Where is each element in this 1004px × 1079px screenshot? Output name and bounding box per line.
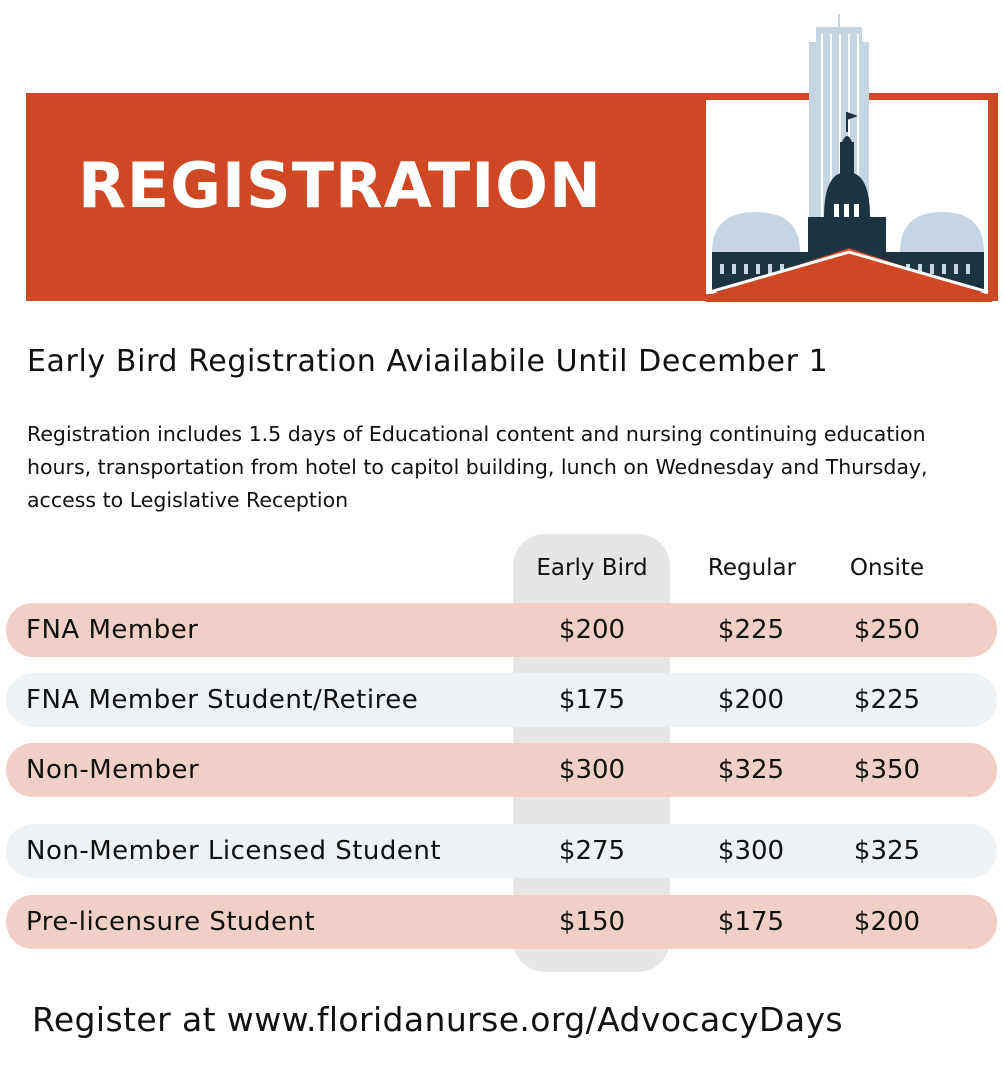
row-label: FNA Member (26, 615, 199, 645)
price-row-fna-member-student-retiree (6, 673, 997, 727)
row-label: Non-Member Licensed Student (26, 836, 442, 866)
column-header-onsite: Onsite (849, 555, 925, 581)
price-row-non-member (6, 743, 997, 797)
row-label: Non-Member (26, 755, 200, 785)
price-onsite: $350 (853, 755, 921, 785)
price-row-fna-member (6, 603, 997, 657)
price-early-bird: $275 (558, 836, 626, 866)
registration-description: Registration includes 1.5 days of Educational content and nursing continuing education hours, transportation from hotel to capitol building, lunch on Wednesday and Thursday, access to Legislative Reception (27, 422, 928, 512)
capitol-building-icon (706, 12, 992, 302)
price-regular: $200 (717, 685, 785, 715)
column-header-early-bird: Early Bird (536, 555, 648, 581)
price-onsite: $200 (853, 907, 921, 937)
price-early-bird: $200 (558, 615, 626, 645)
price-regular: $300 (717, 836, 785, 866)
price-regular: $175 (717, 907, 785, 937)
price-row-pre-licensure-student (6, 895, 997, 949)
column-header-regular: Regular (707, 555, 797, 581)
price-onsite: $250 (853, 615, 921, 645)
price-regular: $325 (717, 755, 785, 785)
row-label: Pre-licensure Student (26, 907, 316, 937)
price-onsite: $325 (853, 836, 921, 866)
early-bird-headline: Early Bird Registration Aviailabile Until December 1 (27, 344, 829, 379)
price-regular: $225 (717, 615, 785, 645)
price-onsite: $225 (853, 685, 921, 715)
row-label: FNA Member Student/Retiree (26, 685, 419, 715)
price-row-non-member-licensed-student (6, 824, 997, 878)
price-early-bird: $300 (558, 755, 626, 785)
register-url-footer: Register at www.floridanurse.org/AdvocacyDays (32, 1000, 843, 1039)
price-early-bird: $175 (558, 685, 626, 715)
banner-title: REGISTRATION (78, 149, 602, 222)
price-early-bird: $150 (558, 907, 626, 937)
